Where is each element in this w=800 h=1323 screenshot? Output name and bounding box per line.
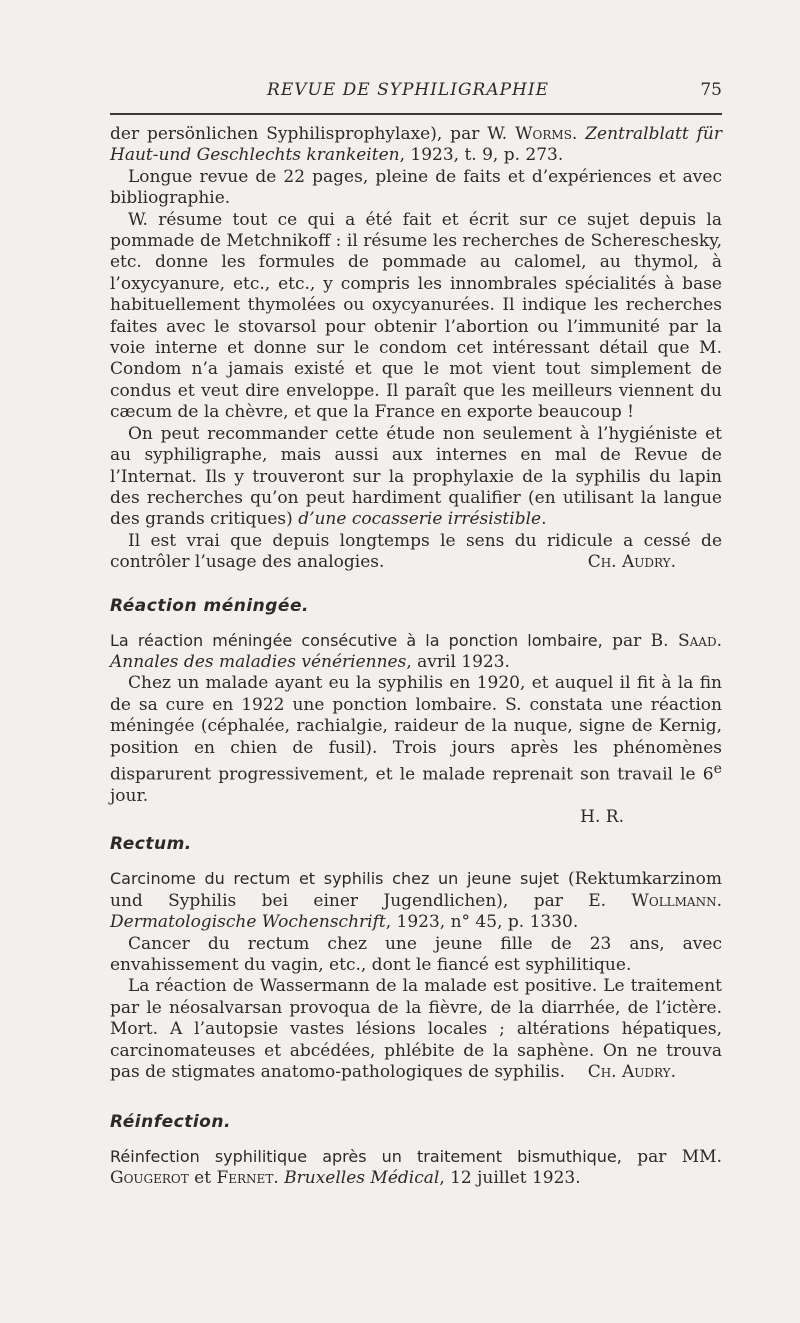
reaction-superscript: e xyxy=(713,760,722,777)
page-number: 75 xyxy=(700,80,722,100)
section-heading-reinfection: Réinfection. xyxy=(110,1111,231,1132)
header-rule xyxy=(110,113,722,115)
section-heading-rectum: Rectum. xyxy=(110,834,192,855)
worms-paragraph-2: W. résume tout ce qui a été fait et écrit sur ce sujet depuis la pommade de Metchnikoff : il résume les recherches de Schereschesky, etc. donne les formules de pommade au calomel, au thymol, à l’oxycyanure, etc., etc., y compris les innombrales spécialités à base habituellement thymolées ou oxycyanurées. Il indique les recherches faites avec le stovarsol pour obtenir l’abortion ou l’immunité par la voie interne et donne sur le condom cet intéressant détail que M. Condom n’a jamais existé et que le mot vient tout simplement de condus et veut dire enveloppe. Il paraît que les meilleurs viennent du cæcum de la chèvre, et que la France en exporte beaucoup ! xyxy=(110,209,722,423)
reinfection-sep: . xyxy=(273,1167,285,1188)
reaction-title: La réaction méningée consécutive à la ponction lombaire, xyxy=(110,630,603,650)
reaction-by: par B. xyxy=(602,630,678,651)
reinfection-author-2: Fernet xyxy=(216,1167,274,1188)
reaction-signature: H. R. xyxy=(580,807,624,828)
worms-ref-details: , 1923, t. 9, p. 273. xyxy=(399,145,564,166)
reinfection-reference xyxy=(110,1146,722,1190)
reaction-author: Saad xyxy=(677,630,717,651)
worms-paragraph-1: Longue revue de 22 pages, pleine de faits et d’expériences et avec bibliographie. xyxy=(110,166,722,209)
rectum-ref-text: (Rektumkarzinom und Syphilis bei einer Jugendlichen), par E. xyxy=(110,869,722,911)
reaction-journal: Annales des maladies vénériennes xyxy=(110,651,407,672)
reinfection-journal: Bruxelles Médical xyxy=(284,1167,440,1188)
page-header xyxy=(94,80,722,110)
reinfection-title: Réinfection syphilitique après un traitement bismuthique, xyxy=(110,1146,622,1166)
reinfection-by: par MM. xyxy=(621,1146,722,1167)
rectum-journal: Dermatologische Wochenschrift xyxy=(110,912,386,933)
rectum-ref-details: , 1923, n° 45, p. 1330. xyxy=(385,912,579,933)
reaction-ref-details: , avril 1923. xyxy=(406,651,510,672)
reaction-paragraph-1 xyxy=(110,673,722,807)
rectum-paragraph-2 xyxy=(110,976,722,1083)
rectum-title: Carcinome du rectum et syphilis chez un jeune sujet xyxy=(110,869,560,889)
worms-reference xyxy=(110,124,722,167)
rectum-author: Wollmann xyxy=(631,890,717,911)
worms-paragraph-4 xyxy=(110,531,722,574)
rectum-reference xyxy=(110,868,722,933)
worms-author: Worms xyxy=(515,124,572,144)
reaction-p1-end: jour. xyxy=(110,786,149,807)
reinfection-author-1: Gougerot xyxy=(110,1167,189,1188)
worms-paragraph-3 xyxy=(110,424,722,531)
section-heading-reaction: Réaction méningée. xyxy=(110,595,309,616)
reaction-sep: . xyxy=(716,630,722,651)
worms-p3-text: On peut recommander cette étude non seulement à l’hygiéniste et au syphiligraphe, mais aussi aux internes en mal de Revue de l’Internat. Ils y trouveront sur la prophylaxie de la syphilis du lapin des recherches qu’on peut hardiment qualifier (en utilisant la langue des grands critiques) xyxy=(110,423,722,530)
worms-signature: Ch. Audry. xyxy=(587,552,676,573)
reinfection-et: et xyxy=(188,1167,217,1188)
running-title: REVUE DE SYPHILIGRAPHIE xyxy=(267,80,549,100)
worms-journal: Zentralblatt für Haut-und Geschlechts krankeiten xyxy=(110,124,722,166)
worms-p4-text: Il est vrai que depuis longtemps le sens du ridicule a cessé de contrôler l’usage des analogies. xyxy=(110,530,722,573)
worms-p3-end: . xyxy=(541,509,547,530)
reaction-reference xyxy=(110,630,722,674)
worms-ref-text: der persönlichen Syphilisprophylaxe), par W. xyxy=(110,124,516,144)
rectum-signature: Ch. Audry. xyxy=(587,1062,676,1083)
rectum-paragraph-1: Cancer du rectum chez une jeune fille de 23 ans, avec envahissement du vagin, etc., dont le fiancé est syphilitique. xyxy=(110,933,722,976)
reaction-p1-text: Chez un malade ayant eu la syphilis en 1920, et auquel il fit à la fin de sa cure en 1922 une ponction lombaire. S. constata une réaction méningée (céphalée, rachialgie, raideur de la nuque, signe de Kernig, position en chien de fusil). Trois jours après les phénomènes disparurent progressivement, et le malade reprenait son travail le 6 xyxy=(110,673,722,785)
rectum-p2-text: La réaction de Wassermann de la malade est positive. Le traitement par le néosalvarsan provoqua de la fièvre, de la diarrhée, de l’ictère. Mort. A l’autopsie vastes lésions locales ; altérations hépatiques, carcinomateuses et abcédées, phlébite de la saphène. On ne trouva pas de stigmates anatomo-pathologiques de syphilis. xyxy=(110,976,722,1083)
rectum-sep: . xyxy=(716,890,722,911)
page-body xyxy=(110,124,722,1189)
reinfection-ref-details: , 12 juillet 1923. xyxy=(439,1167,581,1188)
worms-ref-sep: . xyxy=(571,124,586,144)
worms-p3-italic: d’une cocasserie irrésistible xyxy=(298,509,542,530)
